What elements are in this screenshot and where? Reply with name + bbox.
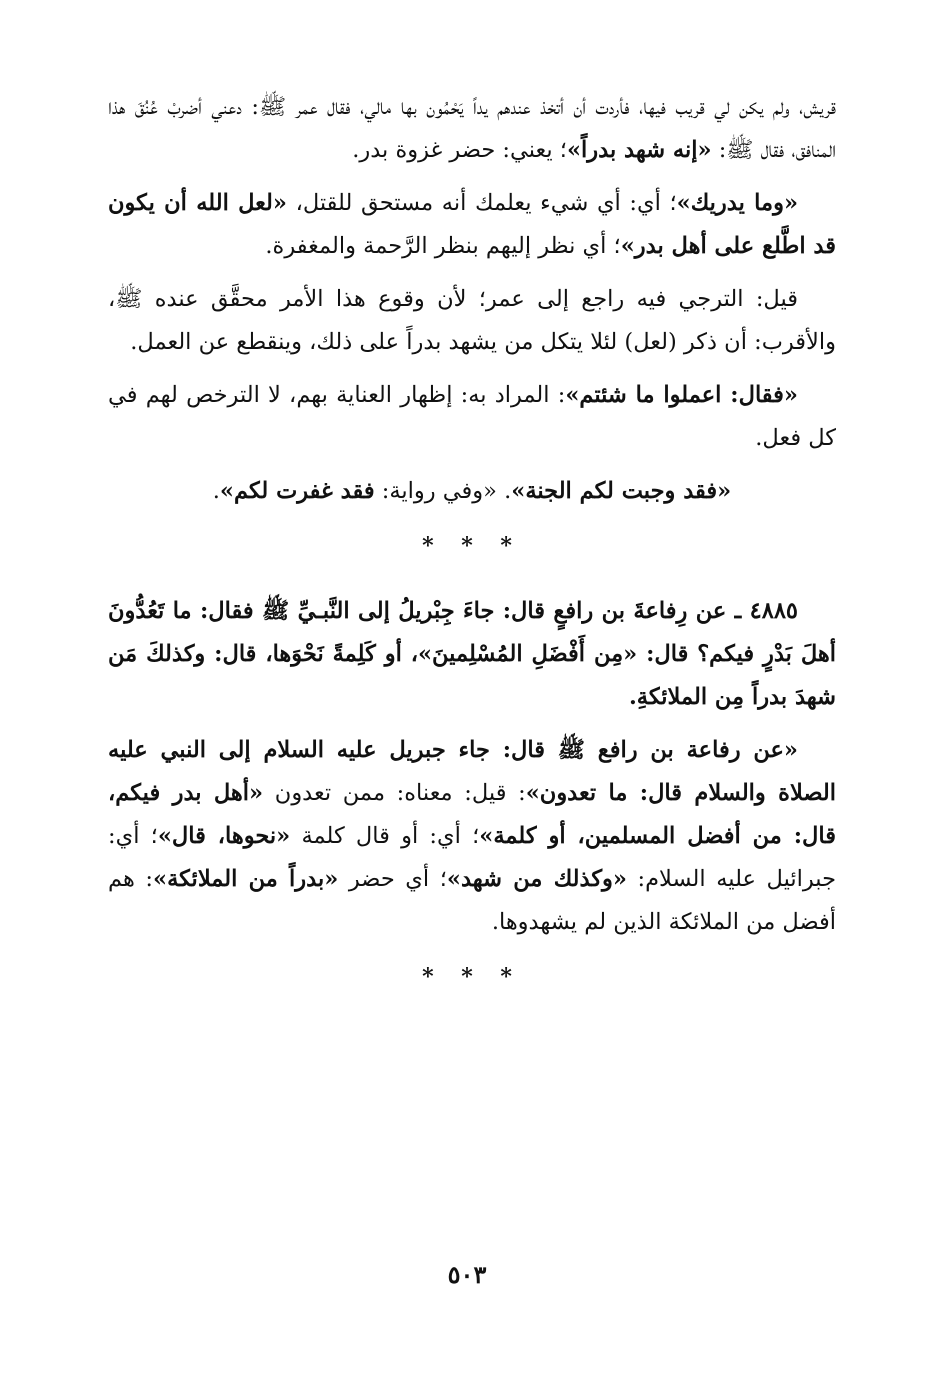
quote: «نحوها، قال» <box>157 823 291 849</box>
text: قريش، ولم يكن لي قريب فيها، فأردت أن أتخذ عندهم يداً يَحْمُون بها مالي، فقال عمر ﷺ: دعني أضربْ عُنُقَ هذا المنافق، فقال ﷺ: <box>108 94 836 163</box>
paragraph-3: قيل: الترجي فيه راجع إلى عمر؛ لأن وقوع هذا الأمر محقَّق عنده ﷺ، والأقرب: أن ذكر (لعل) لئلا يتكل من يشهد بدراً على ذلك، وينقطع عن العمل. <box>108 286 836 355</box>
text: : المراد به: إظهار العناية بهم، لا الترخص لهم في كل فعل. <box>108 382 836 451</box>
commentary <box>108 729 836 944</box>
text: : قيل: معناه: ممن تعدون <box>263 780 526 806</box>
paragraph-5 <box>108 470 836 513</box>
text: ؛ أي نظر إليهم بنظر الرَّحمة والمغفرة. <box>265 233 621 259</box>
quote: «لعل الله أن يكون قد اطَّلع على أهل بدر» <box>108 190 836 259</box>
quote: فقد غفرت لكم» <box>219 478 375 504</box>
hadith-text: ٤٨٨٥ ـ عن رِفاعةَ بن رافعٍ قال: جاءَ جِبْريلُ إلى النَّبـيِّ ﷺ فقال: ما تَعُدُّونَ أهلَ بَدْرٍ فيكم؟ قال: «مِن أَفْضَلِ المُسْلِمينَ»، أو كَلِمةً نَحْوَها، قال: وكذلكَ مَن شهدَ بدراً مِن الملائكةِ. <box>108 598 836 710</box>
text: : هم أفضل من الملائكة الذين لم يشهدوها. <box>108 866 836 935</box>
paragraph-1 <box>108 86 836 172</box>
text: ؛ يعني: حضر غزوة بدر. <box>352 137 567 163</box>
text: ؛ أي: جبرائيل عليه السلام: <box>108 823 836 892</box>
text: ؛ أي: أو قال كلمة <box>290 823 480 849</box>
page-number: ٥٠٣ <box>447 1260 487 1289</box>
text: . «وفي رواية: <box>374 478 512 504</box>
page-body <box>108 86 836 1021</box>
quote: «فقال: اعملوا ما شئتم» <box>565 382 798 408</box>
section-divider: * * * <box>422 964 522 990</box>
quote: «عن رفاعة بن رافع ﷺ قال: جاء جبريل عليه السلام إلى النبي عليه الصلاة والسلام قال: ما تعدون» <box>108 737 836 806</box>
quote: «وكذلك من شهد» <box>446 866 627 892</box>
paragraph-2 <box>108 182 836 268</box>
quote: «إنه شهد بدراً» <box>566 137 712 163</box>
text: ؛ أي حضر <box>338 866 447 892</box>
text: ؛ أي: أي شيء يعلمك أنه مستحق للقتل، <box>286 190 677 216</box>
paragraph-4 <box>108 374 836 460</box>
quote: «وما يدريك» <box>676 190 799 216</box>
quote: «أهل بدر فيكم، قال: من أفضل المسلمين، أو كلمة» <box>108 780 837 849</box>
quote: «بدراً من الملائكة» <box>153 866 339 892</box>
text: . <box>212 478 220 504</box>
quote: «فقد وجبت لكم الجنة» <box>511 478 732 504</box>
section-divider: * * * <box>422 533 522 559</box>
